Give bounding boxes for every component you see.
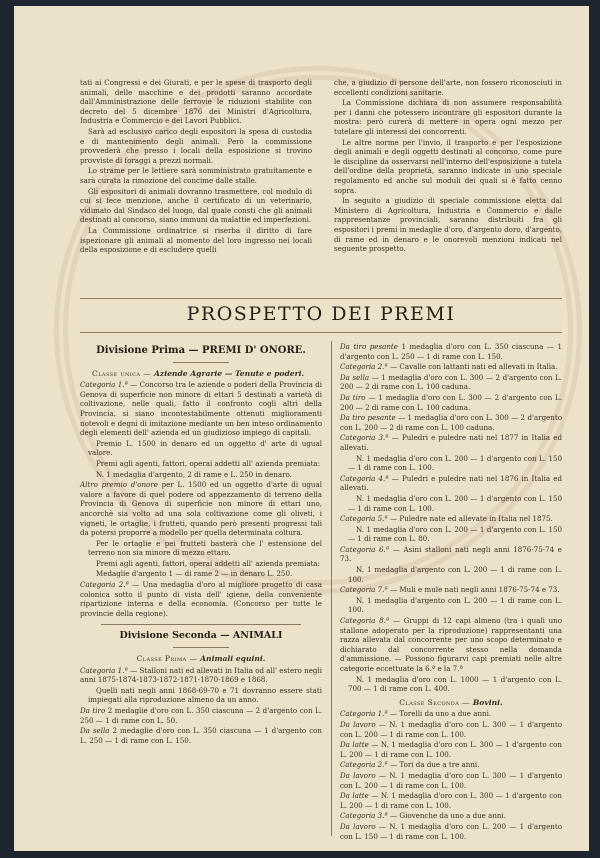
prize-text: 1 medaglia d'oro con L. 350 ciascuna — 1 d'argento con L. 250 — 1 di rame con L. 150.	[340, 342, 562, 361]
category-entry	[80, 480, 322, 538]
prize-entry	[340, 791, 562, 810]
paragraph: Lo strame per le lettiere sarà somministrato gratuitamente e sarà curata la rimozione del concime dalle stalle.	[80, 166, 312, 185]
prize-label: Da lavoro	[340, 719, 376, 729]
paragraph: tati ai Congressi e dei Giurati, e per le spese di trasporto degli animali, delle macchine e dei prodotti saranno accordate dall'Amministrazione delle ferrovie le riduzioni stabilite con decreto del 5 dicembre 1876 dei Ministri d'Agricoltura, Industria e Commercio e dei Lavori Pubblici.	[80, 78, 312, 126]
prize-entry	[340, 433, 562, 452]
prize-entry	[340, 514, 562, 524]
category-text: Una medaglia d'oro al migliore progetto di casa colonica sotto il punto di vista dell' igiene, della conveniente ripartizione interna e della economia. (Concorso per tutte le provincie della regione).	[80, 580, 322, 618]
prize-text: N. 1 medaglia d'oro con L. 200 — 1 d'argento con L. 150 — 1 di rame con L. 100.	[348, 493, 562, 513]
top-left-column	[80, 78, 312, 256]
prize-entry	[80, 726, 322, 745]
section-rule	[80, 298, 562, 299]
prize-label: Da latte	[340, 791, 369, 801]
category-label: Categoria 1.ª —	[80, 380, 138, 390]
prize-entry	[340, 494, 562, 513]
prize-label: Da lavoro	[340, 821, 376, 831]
prize-text: — N. 1 medaglia d'oro con L. 300 — 1 d'argento con L. 200 — 1 di rame con L. 100.	[340, 740, 562, 759]
prize-entry	[340, 565, 562, 584]
prize-text: Muli e mule nati negli anni 1876-75-74 e 73.	[399, 585, 560, 595]
prize-entry	[340, 616, 562, 674]
prize-label: Da sella	[80, 726, 110, 736]
prize-entry	[340, 393, 562, 412]
classe-heading	[92, 369, 322, 379]
prize-text: N. 1 medaglia d'argento con L. 200 — 1 di rame con L. 100.	[348, 565, 562, 584]
classe-heading	[80, 654, 322, 664]
prize-label: Categoria 4.ª —	[340, 473, 399, 483]
prize-label: Da sella	[340, 372, 370, 382]
prize-text: Gruppi di 12 capi almeno (tra i quali uno stallone adoperato per la riproduzione) rappresentanti una razza allevata dal concorrente per uno scopo determinato e dichiarato dal concorrente stesso nella domanda d'ammissione. — Possono figurarvi capi premiati nelle altre categorie eccettuate la 6.ª e la 7.ª	[340, 616, 562, 673]
prize-entry	[340, 454, 562, 473]
prize-label: Categoria 3.ª —	[340, 433, 399, 443]
classe-label: Classe unica —	[92, 368, 152, 378]
prize-text: Tori da due a tre anni.	[399, 760, 480, 770]
category-label: Categoria 1.ª —	[80, 665, 138, 675]
prize-entry	[80, 706, 322, 725]
prize-label: Categoria 7.ª —	[340, 585, 398, 595]
short-rule	[173, 362, 229, 363]
prize-text: — N. 1 medaglia d'oro con L. 200 — 1 d'argento con L. 150 — 1 di rame con L. 100.	[340, 821, 562, 841]
classe-name: Aziende Agrarie — Tenute e poderi.	[154, 368, 305, 378]
prize-entry	[340, 709, 562, 719]
paragraph: Premi agli agenti, fattori, operai addetti all' azienda premiata:	[96, 458, 321, 468]
prize-text: N. 1 medaglia d'argento con L. 200 — 1 di rame con L. 100.	[348, 595, 562, 615]
prize-text: — N. 1 medaglia d'oro con L. 300 — 1 d'argento con L. 200 — 1 di rame con L. 100.	[340, 770, 562, 790]
short-rule	[173, 647, 229, 648]
top-right-column	[334, 78, 562, 255]
section-rule	[80, 332, 562, 333]
prize-text: Asini stalloni nati negli anni 1876-75-74 e 73.	[340, 544, 562, 564]
classe-heading	[340, 698, 562, 708]
paragraph: Sarà ad esclusivo carico degli espositori la spesa di custodia e di mantenimento degli animali. Però la commissione provvederà che presso i locali della esposizione si trovino provviste di foraggi a prezzi normali.	[80, 126, 312, 165]
paragraph: La Commissione ordinatrice si riserba il diritto di fare ispezionare gli animali al momento del loro ingresso nei locali della esposizione e di escludere quelli	[80, 225, 312, 255]
prize-text: N. 1 medaglia d'oro con L. 1000 — 1 d'argento con L. 700 — 1 di rame con L. 400.	[348, 674, 562, 694]
prize-label: Da latte	[340, 740, 369, 750]
category-entry	[80, 666, 322, 685]
paragraph: che, a giudizio di persone dell'arte, non fossero riconosciuti in eccellenti condizioni sanitarie.	[334, 78, 562, 97]
paragraph: Quelli nati negli anni 1868-69-70 e 71 dovranno essere stati impiegati alla riproduzione almeno da un anno.	[88, 685, 322, 705]
division-heading: Divisione Prima — PREMI D' ONORE.	[96, 345, 306, 356]
prize-text: 2 medaglie d'oro con L. 350 ciascuna — 1 d'argento con L. 250 — 1 di rame con L. 150.	[80, 726, 323, 745]
prize-text: N. 1 medaglia d'oro con L. 200 — 1 d'argento con L. 150 — 1 di rame con L. 80.	[348, 524, 562, 544]
prize-label: Categoria 2.ª —	[340, 362, 398, 372]
category-label: Categoria 2.ª —	[80, 580, 140, 590]
paragraph: Le altre norme per l'invio, il trasporto e per l'esposizione degli animali e degli oggetti destinati al concorso, come pure le discipline da osservarsi nell'interno dell'esposizione a tutela dell'ordine della proprietà, saranno indicate in uno speciale regolamento ed anche sul moduli dei quali si è fatto cenno sopra.	[334, 137, 562, 195]
prize-entry	[340, 811, 562, 821]
prize-text: Puledri e puledre nati nel 1876 in Italia ed allevati.	[340, 473, 562, 493]
prize-text: Giovenche da uno a due anni.	[399, 811, 507, 821]
bottom-left-column	[80, 342, 322, 746]
prize-entry	[340, 413, 562, 432]
classe-name: Bovini.	[472, 697, 503, 707]
prize-label: Da tiro	[80, 706, 106, 715]
prize-label: Categoria 1.ª —	[340, 709, 398, 719]
prize-entry	[340, 342, 562, 361]
prize-text: Cavalle con lattanti nati ed allevati in Italia.	[399, 362, 558, 372]
prize-label: Categoria 6.ª —	[340, 544, 400, 554]
classe-label: Classe Seconda —	[399, 697, 471, 707]
prize-entry	[340, 373, 562, 392]
prize-text: — N. 1 medaglia d'oro con L. 300 — 1 d'argento con L. 200 — 1 di rame con L. 100.	[340, 791, 562, 810]
category-entry	[80, 580, 322, 618]
prize-entry	[340, 596, 562, 615]
prize-label: Categoria 5.ª —	[340, 514, 398, 524]
prospetto-title: PROSPETTO DEI PREMI	[186, 303, 456, 325]
category-text: per L. 1500 ed un oggetto d'arte di ugual valore a favore di quel podere od appezzamento di terreno della Provincia di Genova di superficie non minore di ettari uno, ancorchè sia volto ad una sola coltivazione come gli oliveti, i vigneti, le ortaglie, i frutteti, quando però presenti progressi tali da potersi proporre a modello per quella determinata coltura.	[80, 480, 322, 538]
prize-entry	[340, 822, 562, 841]
prize-label: Da tiro	[340, 392, 366, 402]
prize-text: Puledre nate ed allevate in Italia nel 1875.	[399, 514, 553, 524]
prize-text: N. 1 medaglia d'oro con L. 200 — 1 d'argento con L. 150 — 1 di rame con L. 100.	[348, 453, 562, 473]
prize-entry	[340, 585, 562, 595]
paragraph: Medaglie d'argento 1 — di rame 2 — in denaro L. 250.	[96, 569, 293, 579]
prize-entry	[340, 720, 562, 739]
prize-entry	[340, 362, 562, 372]
prize-entry	[340, 760, 562, 770]
category-entry	[80, 380, 322, 438]
prize-text: Torelli da uno a due anni.	[399, 709, 492, 719]
classe-name: Animali equini.	[200, 654, 266, 664]
prize-entry	[340, 771, 562, 790]
paragraph: In seguito a giudizio di speciale commissione eletta dal Ministero di Agricoltura, Industria e Commercio e dalle rappresentanze provinciali, saranno distribuiti fra gli espositori i premi in medaglie d'oro, d'argento doro, d'argento, di rame ed in denaro e le onorevoli menzioni indicati nel seguente prospetto.	[334, 196, 562, 254]
category-label: Altro premio d'onore	[80, 480, 158, 490]
classe-label: Classe Prima —	[136, 654, 198, 664]
bottom-right-column	[340, 342, 562, 842]
prize-text: — 1 medaglia d'oro con L. 300 — 2 d'argento con L. 200 — 2 di rame con L. 100 caduna.	[340, 372, 562, 392]
prize-text: Puledri e puledre nati nel 1877 in Italia ed allevati.	[340, 433, 562, 452]
prize-label: Da lavoro	[340, 770, 376, 780]
prize-entry	[340, 545, 562, 564]
paragraph: N. 1 medaglia d'argento, 2 di rame e L. 250 in denaro.	[96, 469, 292, 479]
right-entries	[340, 342, 562, 694]
document-page	[14, 6, 589, 851]
prize-entry	[340, 525, 562, 544]
prize-entry	[340, 740, 562, 759]
paragraph: La Commissione dichiara di non assumere responsabilità per i danni che potessero incontrare gli espositori durante la mostra: però curerà di mettere in opera ogni mezzo per tutelare gli interessi dei concorrenti.	[334, 98, 562, 136]
prize-entry	[340, 675, 562, 694]
prize-label: Da tiro pesante	[340, 342, 398, 351]
prize-label: Da tiro pesante	[340, 413, 396, 423]
prize-text: — N. 1 medaglia d'oro con L. 300 — 1 d'argento con L. 200 — 1 di rame con L. 100.	[340, 719, 562, 739]
paragraph: Gli espositori di animali dovranno trasmettere, col modulo di cui si fece menzione, anche il certificato di un veterinario, vidimato dal Sindaco del luogo, dal quale consti che gli animali destinati al concorso, siano immuni da malattie ed imperfezioni.	[80, 186, 312, 225]
prize-label: Categoria 3.ª —	[340, 811, 398, 821]
category-text: Stalloni nati ed allevati in Italia od all' estero negli anni 1875-1874-1873-1872-1871-1870-1869 e 1868.	[80, 665, 322, 685]
paragraph: Premio L. 1500 in denaro ed un oggetto d' arte di ugual valore.	[88, 438, 322, 458]
prize-text: 2 medaglie d'oro con L. 350 ciascuna — 2 d'argento con L. 250 — 1 di rame con L. 50.	[80, 706, 322, 725]
prize-label: Categoria 8.ª —	[340, 616, 400, 626]
column-divider	[331, 341, 332, 836]
category-text: Concorso tra le aziende o poderi della Provincia di Genova di superficie non minore di ettari 5 destinati a varietà di coltivazione, nelle quali, fatto il confronto cogli altri della Provincia, si siano incontestabilmente ottenuti miglioramenti notevoli e degni di imitazione mediante un ben inteso ordinamento degli elementi dell' azienda ed un giudizioso impiego di capitali.	[80, 380, 322, 438]
division-heading: Divisione Seconda — ANIMALI	[119, 630, 283, 642]
prize-text: — 1 medaglia d'oro con L. 300 — 2 d'argento con L. 200 — 2 di rame con L. 100 caduna.	[340, 413, 562, 432]
short-rule	[101, 624, 301, 625]
prize-entry	[340, 474, 562, 493]
prize-label: Categoria 2.ª —	[340, 760, 398, 770]
prize-text: — 1 medaglia d'oro con L. 300 — 2 d'argento con L. 200 — 2 di rame con L. 100 caduna.	[340, 392, 562, 412]
paragraph: Per le ortaglie e pei frutteti basterà che l' estensione del terreno non sia minore di mezzo ettaro.	[88, 538, 322, 558]
paragraph: Premi agli agenti, fattori, operai addetti all' azienda premiata:	[96, 558, 321, 568]
